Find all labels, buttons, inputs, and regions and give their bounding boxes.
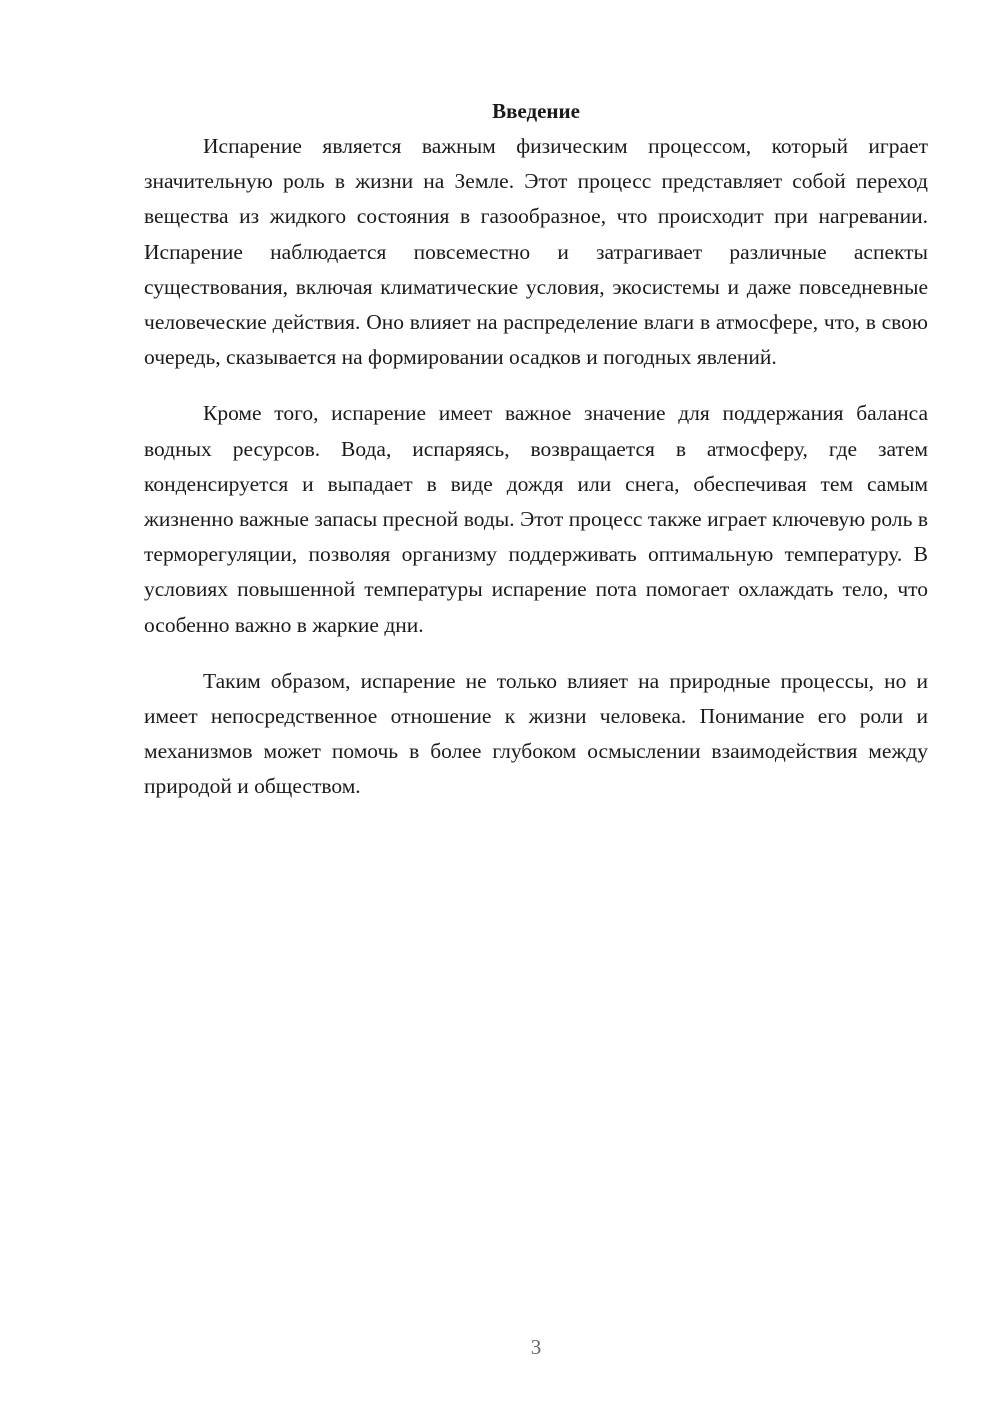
page-content bbox=[144, 94, 928, 805]
paragraph-1: Испарение является важным физическим процессом, который играет значительную роль в жизни на Земле. Этот процесс представляет собой переход вещества из жидкого состояния в газообразное, что происходит при нагревании. Испарение наблюдается повсеместно и затрагивает различные аспекты существования, включая климатические условия, экосистемы и даже повседневные человеческие действия. Оно влияет на распределение влаги в атмосфере, что, в свою очередь, сказывается на формировании осадков и погодных явлений. bbox=[144, 134, 928, 370]
paragraph-3: Таким образом, испарение не только влияет на природные процессы, но и имеет непосредственное отношение к жизни человека. Понимание его роли и механизмов может помочь в более глубоком осмыслении взаимодействия между природой и обществом. bbox=[144, 668, 928, 799]
section-title: Введение bbox=[492, 99, 580, 123]
page-number: 3 bbox=[530, 1335, 542, 1359]
paragraph-2: Кроме того, испарение имеет важное значение для поддержания баланса водных ресурсов. Вода, испаряясь, возвращается в атмосферу, где затем конденсируется и выпадает в виде дождя или снега, обеспечивая тем самым жизненно важные запасы пресной воды. Этот процесс также играет ключевую роль в терморегуляции, позволяя организму поддерживать оптимальную температуру. В условиях повышенной температуры испарение пота помогает охлаждать тело, что особенно важно в жаркие дни. bbox=[144, 401, 928, 637]
